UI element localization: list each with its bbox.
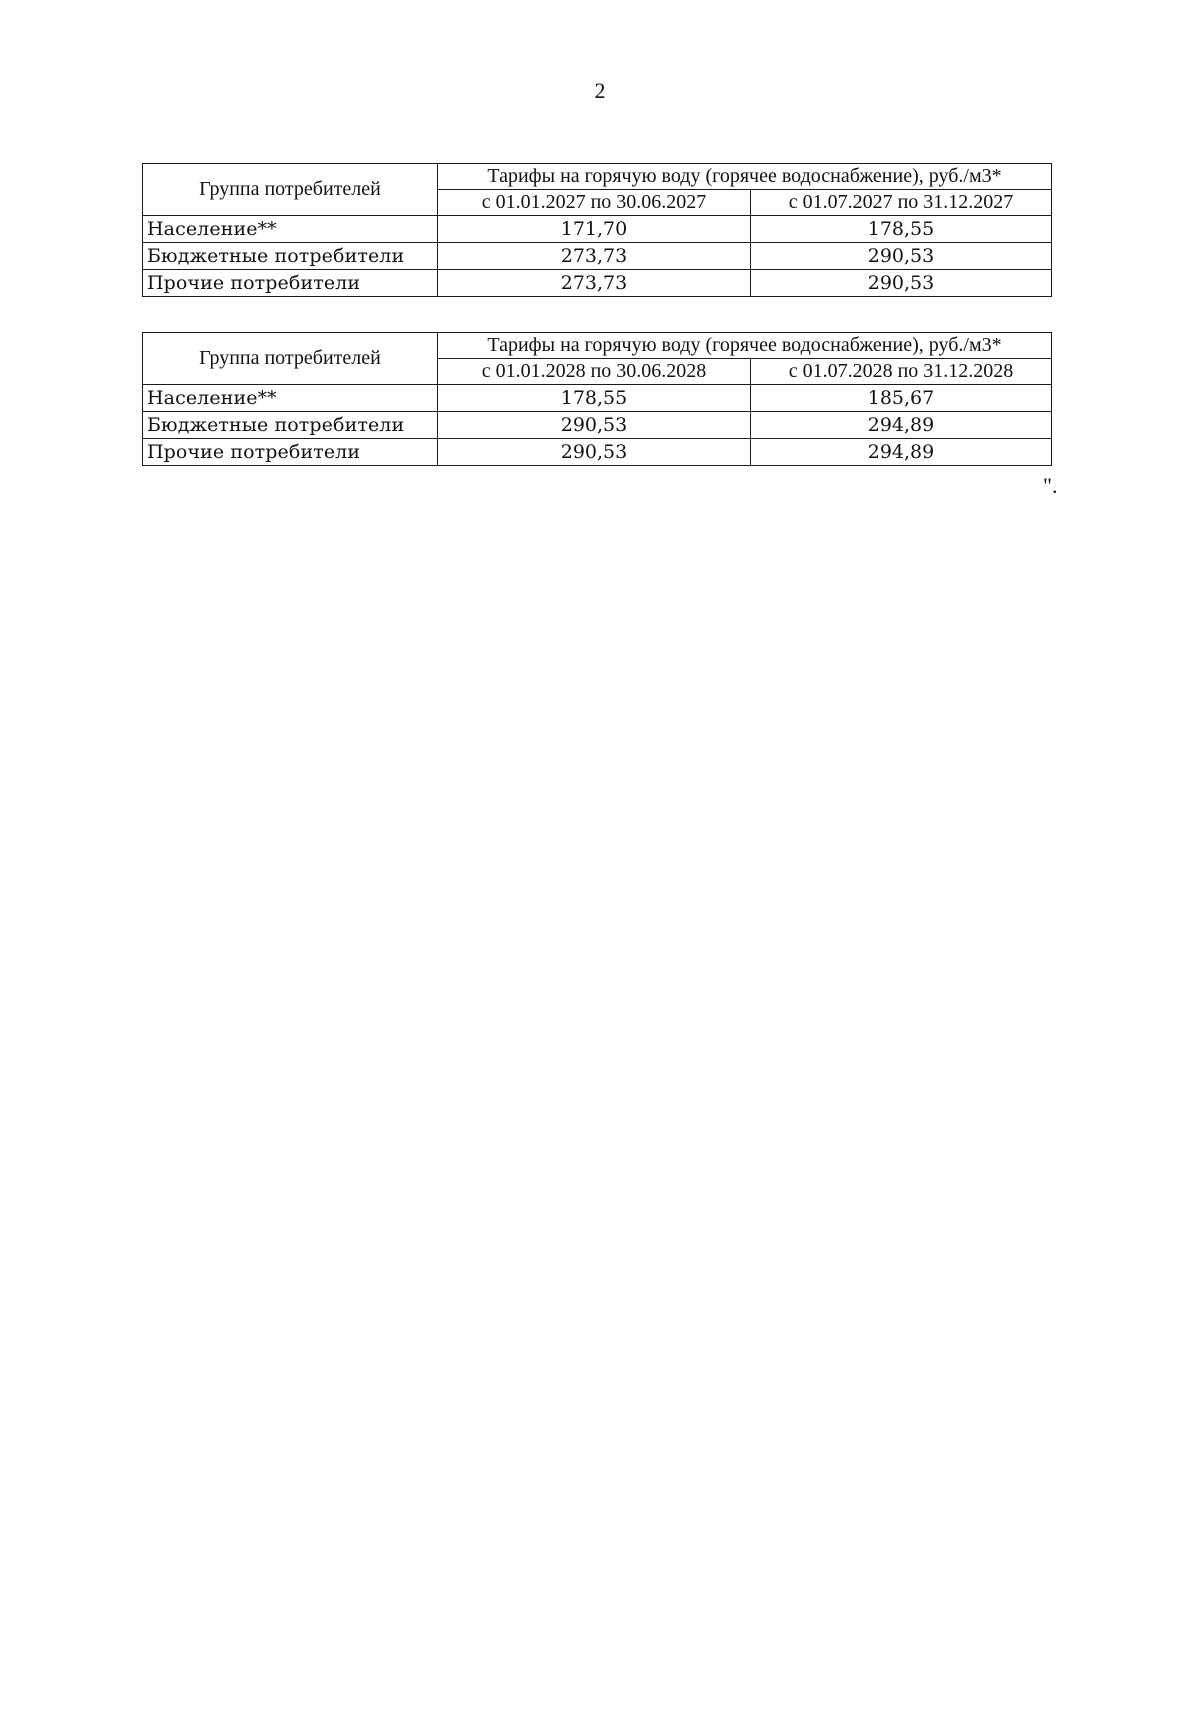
consumer-group-cell: Прочие потребители — [143, 270, 438, 297]
tariff-value-cell: 290,53 — [438, 412, 751, 439]
tariff-value-cell: 185,67 — [751, 385, 1052, 412]
group-column-header: Группа потребителей — [143, 333, 438, 385]
tariff-column-header: Тарифы на горячую воду (горячее водоснабжение), руб./м3* — [438, 164, 1052, 190]
consumer-group-cell: Бюджетные потребители — [143, 243, 438, 270]
table-row — [143, 439, 1052, 466]
consumer-group-cell: Население** — [143, 385, 438, 412]
table-row — [143, 270, 1052, 297]
tariff-value-cell: 273,73 — [438, 270, 751, 297]
period-header: с 01.01.2027 по 30.06.2027 — [438, 190, 751, 216]
tariff-value-cell: 178,55 — [751, 216, 1052, 243]
table-row — [143, 243, 1052, 270]
group-column-header: Группа потребителей — [143, 164, 438, 216]
period-header: с 01.01.2028 по 30.06.2028 — [438, 359, 751, 385]
table-row — [143, 412, 1052, 439]
consumer-group-cell: Прочие потребители — [143, 439, 438, 466]
period-header: с 01.07.2028 по 31.12.2028 — [751, 359, 1052, 385]
consumer-group-cell: Бюджетные потребители — [143, 412, 438, 439]
tariff-column-header: Тарифы на горячую воду (горячее водоснабжение), руб./м3* — [438, 333, 1052, 359]
tariff-value-cell: 294,89 — [751, 412, 1052, 439]
table-header-row — [143, 164, 1052, 190]
tariff-value-cell: 290,53 — [751, 270, 1052, 297]
closing-quote-mark: ". — [1043, 473, 1058, 498]
table-row — [143, 216, 1052, 243]
tariff-value-cell: 294,89 — [751, 439, 1052, 466]
tariff-table-2027 — [142, 163, 1052, 297]
tariff-value-cell: 273,73 — [438, 243, 751, 270]
period-header: с 01.07.2027 по 31.12.2027 — [751, 190, 1052, 216]
page-number: 2 — [594, 78, 606, 103]
table-header-row — [143, 333, 1052, 359]
tariff-value-cell: 290,53 — [438, 439, 751, 466]
table-row — [143, 385, 1052, 412]
tariff-value-cell: 290,53 — [751, 243, 1052, 270]
consumer-group-cell: Население** — [143, 216, 438, 243]
tariff-value-cell: 178,55 — [438, 385, 751, 412]
tariff-value-cell: 171,70 — [438, 216, 751, 243]
tariff-table-2028 — [142, 332, 1052, 466]
